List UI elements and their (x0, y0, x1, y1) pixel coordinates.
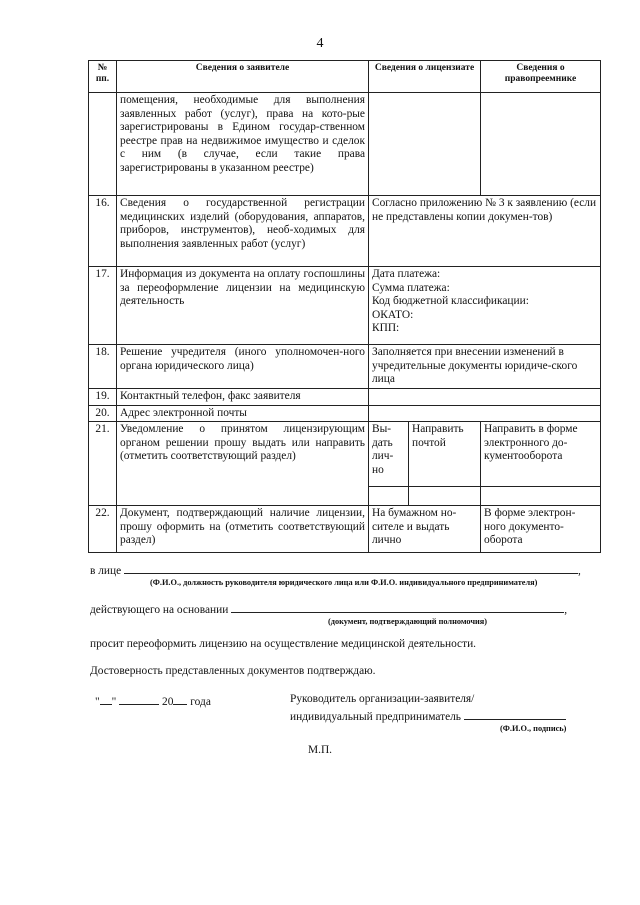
row-21-option-electronic[interactable]: Направить в форме электронного до-кументооборота (481, 422, 601, 506)
row-22-option-electronic[interactable]: В форме электрон-ного документо-оборота (481, 506, 601, 553)
row-18-text: Решение учредителя (иного уполномочен-ного органа юридического лица) (117, 345, 369, 389)
signature-field[interactable] (464, 708, 566, 720)
page-number: 4 (316, 36, 324, 51)
header-num: № пп. (89, 61, 117, 93)
header-licensee: Сведения о лицензиате (369, 61, 481, 93)
row-continuation-text: помещения, необходимые для выполнения заявленных работ (услуг), права на кото-рые зарегистрированы в Едином государ-ственном реестре прав на недвижимое имущество и сделок с ним (в случае, если такие права зарегистрированы в указанном реестре) (117, 93, 369, 196)
row-21-text: Уведомление о принятом лицензирующим органом решении прошу выдать или направить (отметить соответствующий раздел) (117, 422, 369, 506)
in-person-field[interactable] (124, 562, 578, 574)
basis-label: действующего на основании (90, 604, 229, 616)
row-20-text: Адрес электронной почты (117, 405, 369, 422)
row-19-num: 19. (89, 389, 117, 406)
signature-caption: (Ф.И.О., подпись) (500, 724, 567, 733)
table-row-22 (89, 506, 601, 553)
row-16-text: Сведения о государственной регистрации медицинских изделий (оборудования, аппаратов, приборов, инструментов), необ-ходимых для выполнения заявленных работ (услуг) (117, 196, 369, 267)
row-17-payment-info: Дата платежа: Сумма платежа: Код бюджетной классификации: ОКАТО: КПП: (369, 267, 601, 345)
header-successor: Сведения о правопреемнике (481, 61, 601, 93)
header-applicant: Сведения о заявителе (117, 61, 369, 93)
table-header-row (89, 61, 601, 93)
row-17-text: Информация из документа на оплату госпошлины за переоформление лицензии на медицинскую деятельность (117, 267, 369, 345)
row-18-num: 18. (89, 345, 117, 389)
date-day-field[interactable] (100, 693, 112, 705)
basis-caption: (документ, подтверждающий полномочия) (328, 617, 488, 626)
request-text: просит переоформить лицензию на осуществление медицинской деятельности. (90, 638, 477, 650)
head-title-line1: Руководитель организации-заявителя/ (290, 693, 475, 705)
application-table (88, 60, 601, 553)
row-21-num: 21. (89, 422, 117, 506)
table-row-17 (89, 267, 601, 345)
table-row-18 (89, 345, 601, 389)
row-19-value[interactable] (369, 389, 601, 406)
row-21-option-mail[interactable]: Направить почтой (409, 422, 481, 506)
confirm-text: Достоверность представленных документов подтверждаю. (90, 665, 376, 677)
table-row-21 (89, 422, 601, 506)
row-20-value[interactable] (369, 405, 601, 422)
in-person-caption: (Ф.И.О., должность руководителя юридического лица или Ф.И.О. индивидуального предпринимателя) (150, 578, 538, 587)
head-title-line2: индивидуальный предприниматель (290, 708, 566, 723)
table-row-19 (89, 389, 601, 406)
row-17-num: 17. (89, 267, 117, 345)
table-row-16 (89, 196, 601, 267)
row-22-option-paper[interactable]: На бумажном но-сителе и выдать лично (369, 506, 481, 553)
in-person-line: в лице , (90, 562, 581, 577)
row-18-info: Заполняется при внесении изменений в учредительные документы юридиче-ского лица (369, 345, 601, 389)
stamp-place: М.П. (307, 744, 333, 756)
in-person-label: в лице (90, 565, 122, 577)
row-21-option-in-person[interactable]: Вы-дать лич-но (369, 422, 409, 506)
row-19-text: Контактный телефон, факс заявителя (117, 389, 369, 406)
basis-line: действующего на основании , (90, 601, 567, 616)
row-16-num: 16. (89, 196, 117, 267)
table-row-20 (89, 405, 601, 422)
row-22-text: Документ, подтверждающий наличие лицензии, прошу оформить на (отметить соответствующий раздел) (117, 506, 369, 553)
date-year-field[interactable] (173, 693, 187, 705)
date-month-field[interactable] (119, 693, 159, 705)
table-row-continuation (89, 93, 601, 196)
basis-field[interactable] (231, 601, 564, 613)
row-22-num: 22. (89, 506, 117, 553)
row-20-num: 20. (89, 405, 117, 422)
date-line: " " 20 года (95, 693, 211, 708)
row-16-info: Согласно приложению № 3 к заявлению (если не представлены копии докумен-тов) (369, 196, 601, 267)
